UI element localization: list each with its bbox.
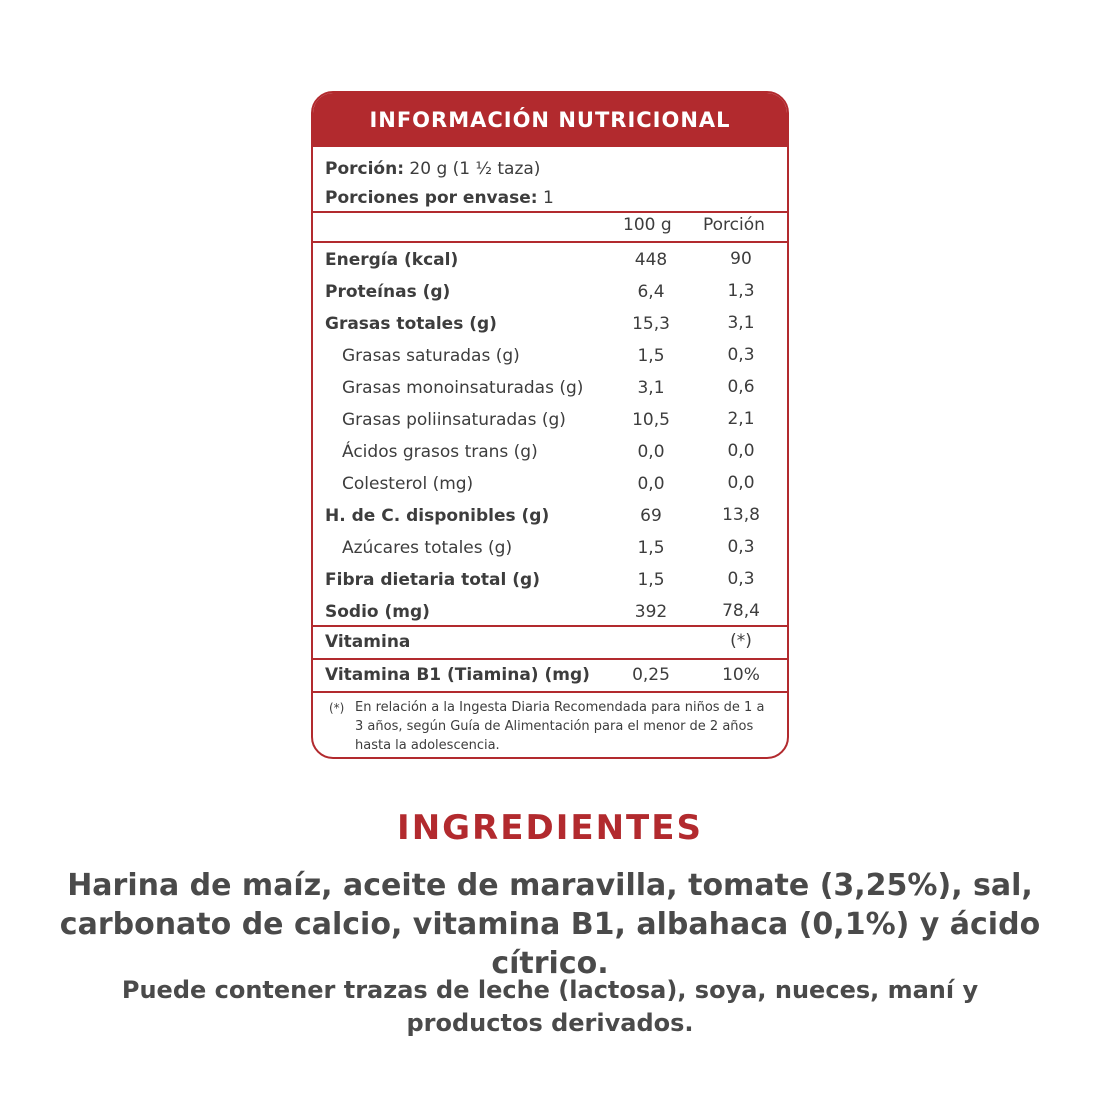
nutrient-name: Ácidos grasos trans (g) (342, 442, 538, 462)
value-100g: 6,4 (637, 282, 665, 302)
value-portion: 0,6 (727, 377, 755, 397)
value-portion: 0,3 (727, 537, 755, 557)
nutrition-label-title: INFORMACIÓN NUTRICIONAL (313, 93, 787, 147)
value-portion: 1,3 (727, 281, 755, 301)
vitamin-header-mark: (*) (730, 631, 752, 651)
ingredients-text: Harina de maíz, aceite de maravilla, tomate (3,25%), sal, carbonato de calcio, vitamina B1, albahaca (0,1%) y ácido cítrico. (59, 868, 1041, 981)
nutrient-row (313, 565, 787, 597)
value-100g: 69 (640, 506, 662, 526)
nutrient-row (313, 405, 787, 437)
vitamin-header: Vitamina (325, 632, 411, 652)
nutrient-row (313, 469, 787, 501)
nutrient-row (313, 597, 787, 629)
column-header-100g: 100 g (623, 215, 672, 235)
nutrient-row (313, 309, 787, 341)
ingredients-title: INGREDIENTES (397, 808, 703, 848)
nutrient-name: Azúcares totales (g) (342, 538, 513, 558)
value-portion: 0,3 (727, 345, 755, 365)
nutrient-row (313, 245, 787, 277)
value-100g: 392 (634, 602, 668, 622)
nutrient-name: Grasas monoinsaturadas (g) (342, 378, 584, 398)
value-100g: 0,0 (637, 442, 665, 462)
nutrient-name: Energía (kcal) (325, 250, 459, 270)
servings-value: 1 (537, 188, 554, 208)
nutrient-row (313, 533, 787, 565)
value-portion: 0,3 (727, 569, 755, 589)
vitamin-row (313, 660, 787, 693)
nutrient-name: Grasas saturadas (g) (342, 346, 520, 366)
value-portion: 90 (730, 249, 752, 269)
vitamin-value-100g: 0,25 (632, 665, 670, 685)
nutrient-name: Fibra dietaria total (g) (325, 570, 540, 590)
value-100g: 3,1 (637, 378, 665, 398)
value-portion: 78,4 (722, 601, 760, 621)
allergen-warning: Puede contener trazas de leche (lactosa), soya, nueces, maní y productos derivados. (121, 976, 979, 1037)
column-headers (313, 213, 787, 243)
nutrition-label (311, 91, 789, 759)
portion-value: 20 g (1 ½ taza) (404, 159, 541, 179)
vitamin-header-row (313, 627, 787, 660)
nutrient-row (313, 341, 787, 373)
value-100g: 15,3 (632, 314, 670, 334)
footnote-text: En relación a la Ingesta Diaria Recomendada para niños de 1 a 3 años, según Guía de Alimentación para el menor de 2 años hasta la adolescencia. (355, 700, 765, 753)
value-portion: 0,0 (727, 473, 755, 493)
nutrient-name: Colesterol (mg) (342, 474, 474, 494)
value-portion: 13,8 (722, 505, 760, 525)
nutrient-name: Sodio (mg) (325, 602, 430, 622)
nutrient-name: Grasas poliinsaturadas (g) (342, 410, 566, 430)
nutrient-row (313, 437, 787, 469)
value-100g: 0,0 (637, 474, 665, 494)
nutrient-row (313, 373, 787, 405)
vitamin-name: Vitamina B1 (Tiamina) (mg) (325, 665, 590, 685)
nutrient-name: Proteínas (g) (325, 282, 451, 302)
vitamin-value-portion: 10% (722, 665, 760, 685)
servings-label: Porciones por envase: (325, 188, 538, 208)
portion-line (325, 155, 775, 184)
portion-block (313, 147, 787, 213)
value-100g: 1,5 (637, 346, 665, 366)
nutrient-rows (313, 243, 787, 627)
footnote-mark: (*) (329, 701, 345, 715)
value-portion: 3,1 (727, 313, 755, 333)
nutrient-row (313, 277, 787, 309)
nutrient-name: H. de C. disponibles (g) (325, 506, 550, 526)
column-header-portion: Porción (703, 215, 765, 235)
value-100g: 448 (634, 250, 668, 270)
nutrient-row (313, 501, 787, 533)
portion-label: Porción: (325, 159, 405, 179)
footnote (313, 693, 787, 755)
nutrient-name: Grasas totales (g) (325, 314, 497, 334)
value-portion: 2,1 (727, 409, 755, 429)
value-100g: 1,5 (637, 570, 665, 590)
value-portion: 0,0 (727, 441, 755, 461)
value-100g: 1,5 (637, 538, 665, 558)
servings-line (325, 184, 775, 213)
value-100g: 10,5 (632, 410, 670, 430)
